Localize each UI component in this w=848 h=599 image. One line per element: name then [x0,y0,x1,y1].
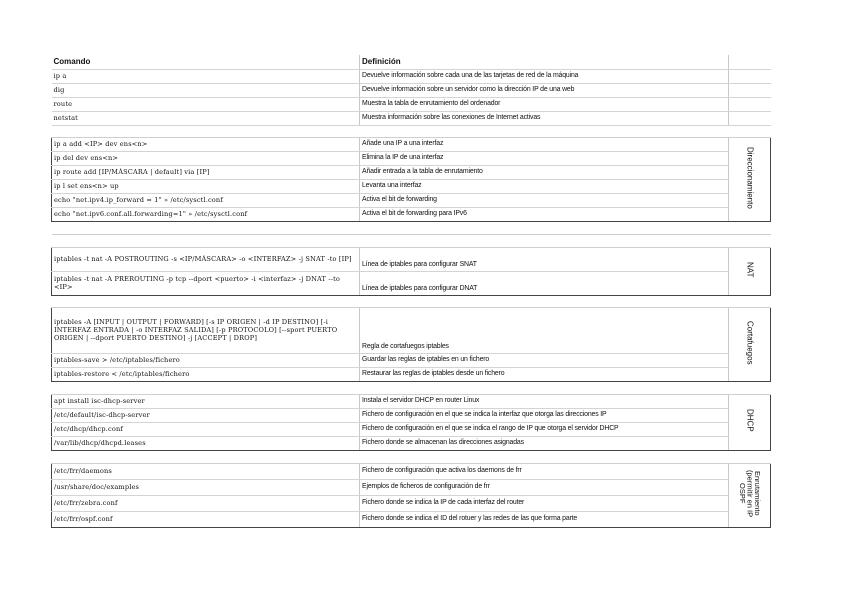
command-cell: /etc/default/isc-dhcp-server [52,408,360,422]
command-cell: iptables-restore < /etc/iptables/fichero [52,367,360,381]
definition-cell: Fichero donde se indica el ID del rotuer y las redes de las que forma parte [360,511,729,527]
group-label-cortafuegos: Cortafuegos [745,320,755,365]
command-cell: /etc/frr/daemons [52,463,360,479]
command-cell: echo "net.ipv4.ip_forward = 1" » /etc/sysctl.conf [52,193,360,207]
table-row [52,353,771,367]
command-cell: dig [52,83,360,97]
table-row [52,97,771,111]
command-cell: ip a [52,69,360,83]
definition-cell: Devuelve información sobre cada una de las tarjetas de red de la máquina [360,69,729,83]
header-definicion: Definición [360,55,729,69]
command-cell: ip del dev ens<n> [52,151,360,165]
group-label-nat: NAT [745,261,755,278]
table-row [52,165,771,179]
command-cell: /etc/frr/zebra.conf [52,495,360,511]
table-row [52,394,771,408]
definition-cell: Restaurar las reglas de iptables desde un fichero [360,367,729,381]
group-label-cell [729,137,771,221]
definition-cell: Activa el bit de forwarding [360,193,729,207]
empty-cell [729,97,771,111]
definition-cell: Devuelve información sobre un servidor como la dirección IP de una web [360,83,729,97]
table-row [52,408,771,422]
table-row [52,207,771,221]
group-label-cell [729,463,771,527]
table-row [52,193,771,207]
table-header-row [52,55,771,69]
table-row [52,307,771,353]
definition-cell: Muestra la tabla de enrutamiento del ordenador [360,97,729,111]
command-cell: route [52,97,360,111]
table-row [52,511,771,527]
definition-cell: Guardar las reglas de iptables en un fichero [360,353,729,367]
definition-cell: Línea de iptables para configurar DNAT [360,271,729,295]
command-cell: /usr/share/doc/examples [52,479,360,495]
spacer-row [52,221,771,234]
table-row [52,151,771,165]
command-cell: /etc/frr/ospf.conf [52,511,360,527]
definition-cell: Fichero de configuración en el que se indica el rango de IP que otorga el servidor DHCP [360,422,729,436]
table-row [52,436,771,450]
table-row [52,422,771,436]
command-cell: iptables -A [INPUT | OUTPUT | FORWARD] [-s IP ORIGEN | -d IP DESTINO] [-i INTERFAZ ENTRADA | -o INTERFAZ SALIDA] [-p PROTOCOLO] [--sport PUERTO ORIGEN | --dport PUERTO DESTINO] -j [ACCEPT | DROP] [52,307,360,353]
table-row [52,367,771,381]
command-cell: apt install isc-dhcp-server [52,394,360,408]
definition-cell: Ejemplos de ficheros de configuración de frr [360,479,729,495]
table-row [52,463,771,479]
empty-cell [729,111,771,125]
table-row [52,111,771,125]
group-label-enrutamiento: Enrutamiento (permitir en IP OSPF [737,469,762,518]
group-label-cell [729,247,771,295]
table-row [52,137,771,151]
header-comando: Comando [52,55,360,69]
group-label-cell [729,394,771,450]
table-row [52,479,771,495]
table-row [52,83,771,97]
definition-cell: Regla de cortafuegos iptables [360,307,729,353]
table-row [52,271,771,295]
definition-cell: Elimina la IP de una interfaz [360,151,729,165]
group-label-dhcp: DHCP [745,409,755,432]
commands-table [51,55,771,528]
spacer-row [52,295,771,307]
command-cell: iptables -t nat -A PREROUTING -p tcp --dport <puerto> -i <interfaz> -j DNAT --to <IP> [52,271,360,295]
command-cell: ip a add <IP> dev ens<n> [52,137,360,151]
definition-cell: Levanta una interfaz [360,179,729,193]
definition-cell: Añade una IP a una interfaz [360,137,729,151]
spacer-row [52,381,771,394]
spacer-row [52,125,771,137]
spacer-row [52,234,771,247]
spacer-row [52,450,771,463]
command-cell: /etc/dhcp/dhcp.conf [52,422,360,436]
command-cell: iptables-save > /etc/iptables/fichero [52,353,360,367]
definition-cell: Instala el servidor DHCP en router Linux [360,394,729,408]
table-row [52,495,771,511]
definition-cell: Muestra información sobre las conexiones de Internet activas [360,111,729,125]
command-cell: netstat [52,111,360,125]
definition-cell: Fichero de configuración en el que se indica la interfaz que otorga las direcciones IP [360,408,729,422]
header-empty-cell [729,55,771,69]
definition-cell: Fichero de configuración que activa los daemons de frr [360,463,729,479]
command-cell: echo "net.ipv6.conf.all.forwarding=1" » /etc/sysctl.conf [52,207,360,221]
group-label-direccionamiento: Direccionamiento [745,146,755,209]
command-cell: ip route add [IP/MÁSCARA | default] via [IP] [52,165,360,179]
definition-cell: Activa el bit de forwarding para IPv6 [360,207,729,221]
definition-cell: Línea de iptables para configurar SNAT [360,247,729,271]
definition-cell: Fichero donde se almacenan las direcciones asignadas [360,436,729,450]
command-cell: iptables -t nat -A POSTROUTING -s <IP/MÁSCARA> -o <INTERFAZ> -j SNAT -to [IP] [52,247,360,271]
empty-cell [729,69,771,83]
table-row [52,69,771,83]
definition-cell: Fichero donde se indica la IP de cada interfaz del router [360,495,729,511]
command-cell: ip l set ens<n> up [52,179,360,193]
command-cell: /var/lib/dhcp/dhcpd.leases [52,436,360,450]
definition-cell: Añadir entrada a la tabla de enrutamiento [360,165,729,179]
table-row [52,247,771,271]
group-label-cell [729,307,771,381]
empty-cell [729,83,771,97]
table-row [52,179,771,193]
